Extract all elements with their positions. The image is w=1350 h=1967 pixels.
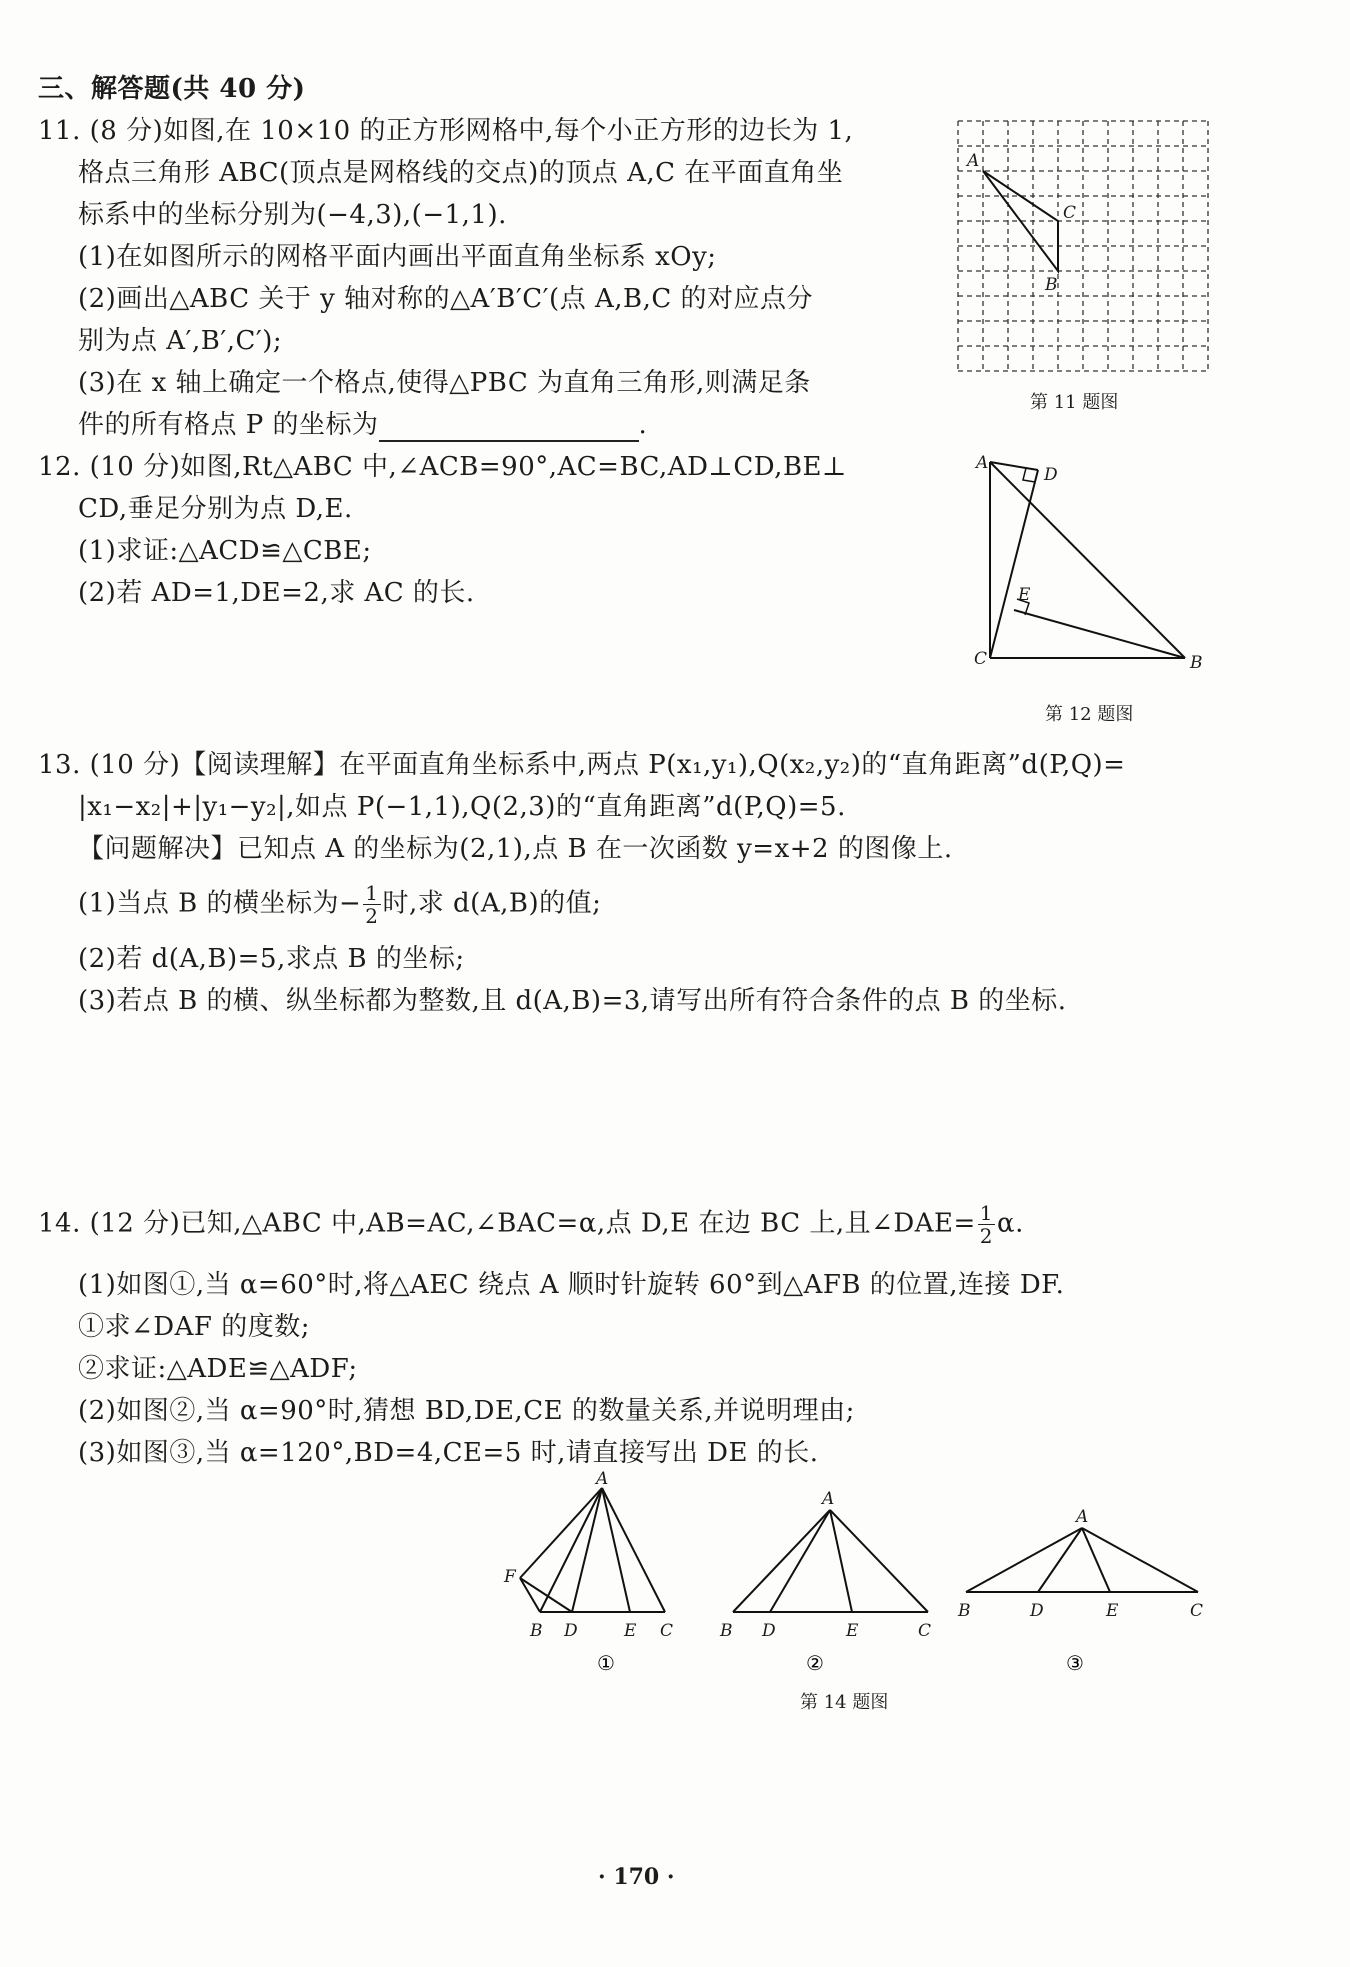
q12-figure	[970, 450, 1220, 680]
q11-line-2: 格点三角形 ABC(顶点是网格线的交点)的顶点 A,C 在平面直角坐	[78, 158, 844, 188]
fig3-label-c: C	[1190, 1601, 1204, 1621]
q11-line-8	[78, 408, 647, 442]
q13-part-1-after: 时,求 d(A,B)的值;	[382, 888, 602, 919]
fraction-denominator: 2	[365, 904, 379, 928]
fraction-one-half	[363, 882, 380, 927]
label-b: B	[1045, 275, 1058, 295]
label-b: B	[1190, 653, 1203, 673]
label-a: A	[967, 151, 980, 171]
q11-caption: 第 11 题图	[1030, 392, 1119, 413]
fig2-label-e: E	[846, 1621, 859, 1641]
q14-line-1	[38, 1202, 1024, 1247]
q12-line-2: CD,垂足分别为点 D,E.	[78, 494, 353, 524]
q14-line-1-after: α.	[997, 1208, 1024, 1239]
q14-caption: 第 14 题图	[800, 1692, 889, 1713]
label-c: C	[974, 649, 988, 669]
q12-line-4: (2)若 AD=1,DE=2,求 AC 的长.	[78, 578, 475, 608]
fig3-label-d: D	[1030, 1601, 1044, 1621]
fig1-label-e: E	[624, 1621, 637, 1641]
q14-figure-2	[733, 1510, 928, 1612]
section-title: 三、解答题(共 40 分)	[38, 74, 306, 104]
q13-line-1: 13. (10 分)【阅读理解】在平面直角坐标系中,两点 P(x₁,y₁),Q(x₂,y₂)的“直角距离”d(P,Q)=	[38, 750, 1126, 780]
q13-part-3: (3)若点 B 的横、纵坐标都为整数,且 d(A,B)=3,请写出所有符合条件的点 B 的坐标.	[78, 986, 1067, 1016]
fig2-label-c: C	[918, 1621, 932, 1641]
grid-lines	[958, 121, 1208, 371]
q11-line-8-text: 件的所有格点 P 的坐标为	[78, 410, 379, 440]
q12-line-1: 12. (10 分)如图,Rt△ABC 中,∠ACB=90°,AC=BC,AD⊥CD,BE⊥	[38, 452, 847, 482]
q13-part-1	[78, 882, 601, 927]
q14-figure-3	[966, 1528, 1198, 1592]
fig1-label-c: C	[660, 1621, 674, 1641]
q13-part-1-before: (1)当点 B 的横坐标为−	[78, 888, 362, 919]
q14-figure-1	[520, 1488, 665, 1612]
q11-line-8-end: .	[638, 410, 648, 440]
q13-line-3: 【问题解决】已知点 A 的坐标为(2,1),点 B 在一次函数 y=x+2 的图像上.	[78, 834, 953, 864]
label-c: C	[1063, 203, 1077, 223]
q14-figures	[500, 1470, 1240, 1680]
q14-line-3: ①求∠DAF 的度数;	[78, 1312, 310, 1342]
q14-line-5: (2)如图②,当 α=90°时,猜想 BD,DE,CE 的数量关系,并说明理由;	[78, 1396, 855, 1426]
label-d: D	[1044, 465, 1058, 485]
label-e: E	[1018, 585, 1031, 605]
fraction-one-half	[978, 1202, 995, 1247]
fraction-numerator: 1	[365, 881, 379, 905]
fig2-label-d: D	[762, 1621, 776, 1641]
q11-line-1: 11. (8 分)如图,在 10×10 的正方形网格中,每个小正方形的边长为 1,	[38, 116, 854, 146]
side-ab	[990, 462, 1185, 658]
q14-line-6: (3)如图③,当 α=120°,BD=4,CE=5 时,请直接写出 DE 的长.	[78, 1438, 819, 1468]
q13-line-2: |x₁−x₂|+|y₁−y₂|,如点 P(−1,1),Q(2,3)的“直角距离”d(P,Q)=5.	[78, 792, 846, 822]
fig3-label-a: A	[1076, 1507, 1089, 1527]
fig2-number: ②	[806, 1651, 824, 1675]
segment-be	[1014, 610, 1185, 658]
label-a: A	[976, 453, 989, 473]
fig1-label-d: D	[564, 1621, 578, 1641]
q12-line-3: (1)求证:△ACD≌△CBE;	[78, 536, 372, 566]
q14-line-2: (1)如图①,当 α=60°时,将△AEC 绕点 A 顺时针旋转 60°到△AFB 的位置,连接 DF.	[78, 1270, 1065, 1300]
fig1-label-f: F	[504, 1567, 516, 1587]
fraction-denominator: 2	[979, 1224, 994, 1248]
fig1-number: ①	[597, 1651, 615, 1675]
answer-blank	[379, 414, 639, 442]
line-cd	[990, 470, 1038, 658]
q11-line-4: (1)在如图所示的网格平面内画出平面直角坐标系 xOy;	[78, 242, 717, 272]
fig1-label-b: B	[530, 1621, 543, 1641]
fig2-label-b: B	[720, 1621, 733, 1641]
fraction-numerator: 1	[979, 1201, 994, 1225]
q14-line-4: ②求证:△ADE≌△ADF;	[78, 1354, 358, 1384]
fig3-label-e: E	[1106, 1601, 1119, 1621]
q11-line-6: 别为点 A′,B′,C′);	[78, 326, 283, 356]
q14-line-1-before: 14. (12 分)已知,△ABC 中,AB=AC,∠BAC=α,点 D,E 在边 BC 上,且∠DAE=	[38, 1208, 976, 1239]
fig3-number: ③	[1066, 1651, 1084, 1675]
fig2-label-a: A	[822, 1489, 835, 1509]
q12-caption: 第 12 题图	[1045, 704, 1134, 725]
q13-part-2: (2)若 d(A,B)=5,求点 B 的坐标;	[78, 944, 465, 974]
fig3-label-b: B	[958, 1601, 971, 1621]
fig1-label-a: A	[596, 1470, 609, 1489]
q11-grid-figure	[955, 118, 1215, 378]
q11-line-5: (2)画出△ABC 关于 y 轴对称的△A′B′C′(点 A,B,C 的对应点分	[78, 284, 814, 314]
page-number: · 170 ·	[598, 1864, 675, 1890]
q11-line-3: 标系中的坐标分别为(−4,3),(−1,1).	[78, 200, 507, 230]
q11-line-7: (3)在 x 轴上确定一个格点,使得△PBC 为直角三角形,则满足条	[78, 368, 811, 398]
